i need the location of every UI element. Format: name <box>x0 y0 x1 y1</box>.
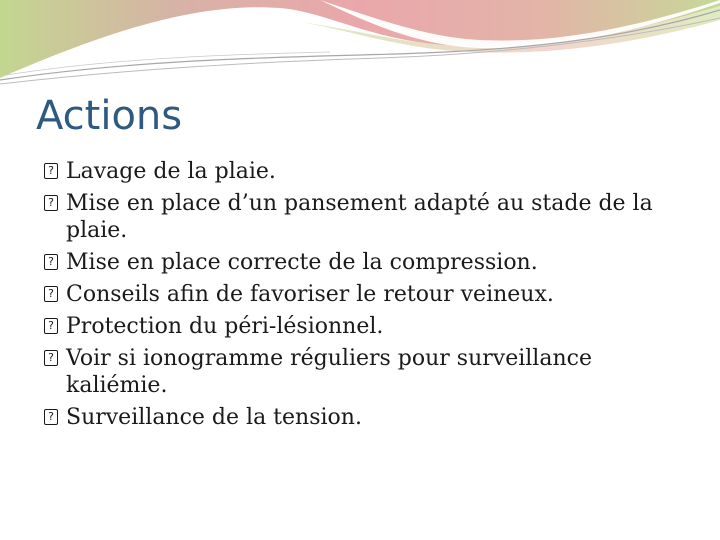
missing-glyph-bullet-icon <box>44 254 58 270</box>
bullet-item <box>44 313 684 340</box>
missing-glyph-bullet-icon <box>44 409 58 425</box>
header-swoosh-decoration <box>0 0 720 90</box>
missing-glyph-bullet-icon <box>44 318 58 334</box>
bullet-text: Protection du péri-lésionnel. <box>66 314 384 339</box>
bullet-item <box>44 345 684 399</box>
bullet-text: Mise en place d’un pansement adapté au stade de la plaie. <box>66 191 653 243</box>
slide-title: Actions <box>36 93 183 139</box>
bullet-item <box>44 249 684 276</box>
bullet-text: Conseils afin de favoriser le retour veineux. <box>66 282 554 307</box>
bullet-item <box>44 190 684 244</box>
missing-glyph-bullet-icon <box>44 195 58 211</box>
missing-glyph-bullet-icon <box>44 286 58 302</box>
missing-glyph-bullet-icon <box>44 350 58 366</box>
bullet-text: Mise en place correcte de la compression. <box>66 250 538 275</box>
bullet-text: Voir si ionogramme réguliers pour surveillance kaliémie. <box>66 346 592 398</box>
bullet-item <box>44 404 684 431</box>
bullet-item <box>44 158 684 185</box>
bullet-text: Lavage de la plaie. <box>66 159 276 184</box>
bullet-text: Surveillance de la tension. <box>66 405 362 430</box>
missing-glyph-bullet-icon <box>44 163 58 179</box>
bullet-item <box>44 281 684 308</box>
bullet-list <box>44 158 684 436</box>
